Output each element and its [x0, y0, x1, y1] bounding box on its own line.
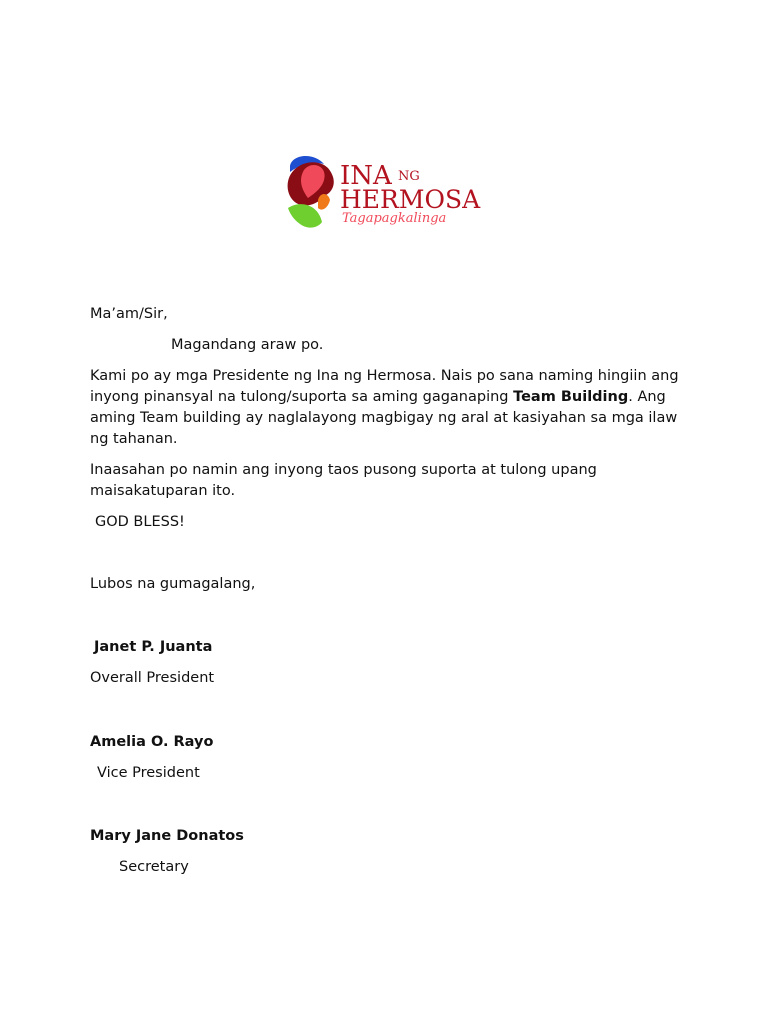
blessing: GOD BLESS!	[95, 514, 185, 530]
logo-title-hermosa: HERMOSA	[340, 185, 481, 214]
salutation: Ma’am/Sir,	[90, 306, 168, 322]
logo-orange-petal	[318, 194, 330, 210]
body-paragraph-2: Inaasahan po namin ang inyong taos pusong suporta at tulong upang maisakatuparan ito.	[90, 462, 597, 499]
body-paragraph-1-text-a: Kami po ay mga Presidente ng Ina ng Hermosa. Nais po sana naming hingiin ang inyong pinansyal na tulong/suporta sa aming gaganaping	[90, 368, 679, 405]
body-paragraph-1	[90, 366, 690, 450]
team-building-emphasis: Team Building	[513, 389, 629, 405]
signatory-name: Mary Jane Donatos	[90, 828, 244, 844]
logo-tagline: Tagapagkalinga	[342, 211, 447, 226]
signatory-title: Vice President	[97, 765, 200, 781]
logo-graphic	[284, 152, 484, 234]
signatory-name: Amelia O. Rayo	[90, 734, 214, 750]
signatory-name: Janet P. Juanta	[94, 639, 213, 655]
ina-ng-hermosa-logo	[284, 152, 484, 234]
closing: Lubos na gumagalang,	[90, 576, 256, 592]
signatory-title: Overall President	[90, 670, 215, 686]
greeting: Magandang araw po.	[171, 337, 324, 353]
signatory-title: Secretary	[119, 859, 189, 875]
logo-title-ina: INA	[340, 161, 392, 191]
logo-title-ng: NG	[398, 169, 420, 184]
logo-green-leaf	[288, 204, 322, 228]
body-paragraph-1-text-b: . Ang aming Team building ay naglalayong magbigay ng aral at kasiyahan sa mga ilaw ng tahanan.	[90, 389, 678, 447]
